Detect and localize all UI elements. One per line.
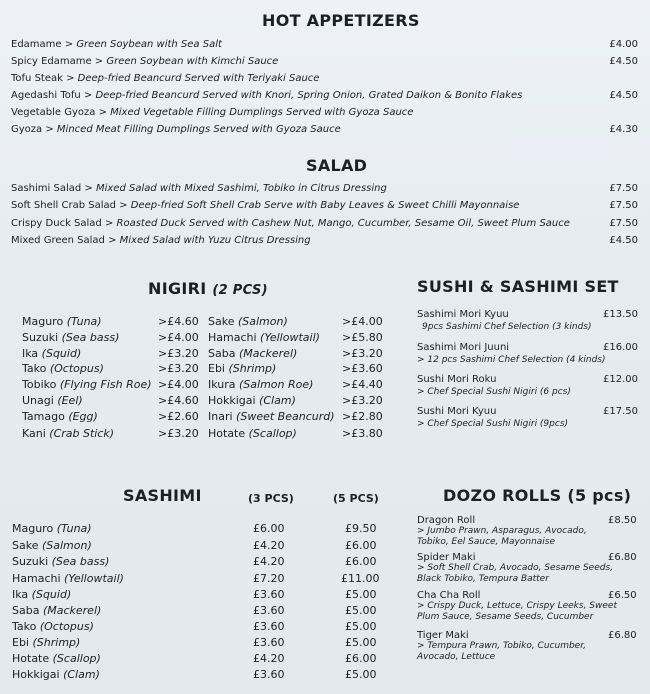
sushi-set-title: SUSHI & SASHIMI SET bbox=[417, 277, 619, 296]
sashimi-price-3: £3.60 bbox=[253, 636, 285, 649]
nigiri-item: Tako (Octopus) bbox=[22, 362, 104, 375]
roll-price: £6.80 bbox=[608, 630, 637, 641]
roll-name: Dragon Roll bbox=[417, 515, 476, 526]
roll-desc: > Tempura Prawn, Tobiko, Cucumber, Avocado, Lettuce bbox=[417, 641, 586, 662]
nigiri-item: Ikura (Salmon Roe) bbox=[208, 378, 314, 391]
nigiri-item: Maguro (Tuna) bbox=[22, 315, 102, 328]
item-name: Soft Shell Crab Salad bbox=[11, 200, 116, 211]
menu-item: Vegetable Gyoza > Mixed Vegetable Filling Dumplings Served with Gyoza Sauce bbox=[11, 107, 414, 118]
nigiri-item: Unagi (Eel) bbox=[22, 394, 83, 407]
item-desc: Mixed Vegetable Filling Dumplings Served with Gyoza Sauce bbox=[110, 107, 414, 118]
nigiri-price: >£4.00 bbox=[158, 331, 199, 344]
nigiri-price: >£3.20 bbox=[158, 347, 199, 360]
roll-name: Spider Maki bbox=[417, 552, 476, 563]
item-price: £7.50 bbox=[609, 200, 638, 211]
dozo-rolls-title: DOZO ROLLS (5 pcs) bbox=[443, 486, 632, 505]
item-desc: Green Soybean with Kimchi Sauce bbox=[106, 56, 279, 67]
sashimi-item: Hotate (Scallop) bbox=[12, 652, 101, 665]
nigiri-item: Hotate (Scallop) bbox=[208, 427, 297, 440]
nigiri-item: Hokkigai (Clam) bbox=[208, 394, 296, 407]
item-desc: Mixed Salad with Yuzu Citrus Dressing bbox=[119, 235, 311, 246]
roll-desc: > Crispy Duck, Lettuce, Crispy Leeks, Sweet Plum Sauce, Sesame Seeds, Cucumber bbox=[417, 601, 617, 622]
set-item-price: £17.50 bbox=[603, 406, 638, 417]
nigiri-item: Ebi (Shrimp) bbox=[208, 362, 277, 375]
menu-item: Soft Shell Crab Salad > Deep-fried Soft Shell Crab Serve with Baby Leaves & Sweet Chilli Mayonnaise bbox=[11, 200, 520, 211]
set-item-desc: > 12 pcs Sashimi Chef Selection (4 kinds) bbox=[417, 355, 606, 365]
item-name: Vegetable Gyoza bbox=[11, 107, 96, 118]
sashimi-price-5: £6.00 bbox=[345, 652, 377, 665]
nigiri-price: >£3.20 bbox=[342, 394, 383, 407]
menu-item: Agedashi Tofu > Deep-fried Beancurd Served with Knori, Spring Onion, Grated Daikon & Bonito Flakes bbox=[11, 90, 523, 101]
item-price: £4.50 bbox=[609, 56, 638, 67]
item-name: Sashimi Salad bbox=[11, 183, 82, 194]
item-price: £4.30 bbox=[609, 124, 638, 135]
sashimi-price-3: £3.60 bbox=[253, 620, 285, 633]
nigiri-price: >£2.60 bbox=[158, 410, 199, 423]
sashimi-price-5: £5.00 bbox=[345, 620, 377, 633]
sashimi-price-3: £3.60 bbox=[253, 604, 285, 617]
nigiri-price: >£4.60 bbox=[158, 315, 199, 328]
sashimi-item: Suzuki (Sea bass) bbox=[12, 555, 110, 568]
nigiri-item: Tobiko (Flying Fish Roe) bbox=[22, 378, 152, 391]
sashimi-col-5pcs: (5 PCS) bbox=[333, 492, 379, 505]
nigiri-price: >£4.00 bbox=[158, 378, 199, 391]
nigiri-item: Suzuki (Sea bass) bbox=[22, 331, 120, 344]
set-item-name: Sashimi Mori Juuni bbox=[417, 342, 510, 353]
set-item-price: £16.00 bbox=[603, 342, 638, 353]
nigiri-item: Saba (Mackerel) bbox=[208, 347, 298, 360]
sashimi-item: Ika (Squid) bbox=[12, 588, 72, 601]
sashimi-price-3: £4.20 bbox=[253, 652, 285, 665]
item-name: Gyoza bbox=[11, 124, 43, 135]
item-desc: Deep-fried Soft Shell Crab Serve with Baby Leaves & Sweet Chilli Mayonnaise bbox=[130, 200, 520, 211]
item-price: £4.50 bbox=[609, 235, 638, 246]
nigiri-price: >£4.60 bbox=[158, 394, 199, 407]
roll-price: £6.50 bbox=[608, 590, 637, 601]
sashimi-price-5: £5.00 bbox=[345, 668, 377, 681]
item-price: £7.50 bbox=[609, 183, 638, 194]
salad-title: SALAD bbox=[306, 156, 368, 175]
nigiri-price: >£5.80 bbox=[342, 331, 383, 344]
sashimi-price-3: £4.20 bbox=[253, 555, 285, 568]
sashimi-price-3: £4.20 bbox=[253, 539, 285, 552]
menu-item: Tofu Steak > Deep-fried Beancurd Served with Teriyaki Sauce bbox=[11, 73, 320, 84]
menu-item: Mixed Green Salad > Mixed Salad with Yuzu Citrus Dressing bbox=[11, 235, 311, 246]
sashimi-price-5: £6.00 bbox=[345, 539, 377, 552]
item-price: £4.00 bbox=[609, 39, 638, 50]
nigiri-item: Hamachi (Yellowtail) bbox=[208, 331, 320, 344]
item-name: Agedashi Tofu bbox=[11, 90, 81, 101]
nigiri-price: >£3.20 bbox=[342, 347, 383, 360]
sashimi-price-3: £3.60 bbox=[253, 668, 285, 681]
set-item-name: Sashimi Mori Kyuu bbox=[417, 309, 509, 320]
menu-item: Sashimi Salad > Mixed Salad with Mixed Sashimi, Tobiko in Citrus Dressing bbox=[11, 183, 387, 194]
set-item-name: Sushi Mori Roku bbox=[417, 374, 497, 385]
menu-item: Edamame > Green Soybean with Sea Salt bbox=[11, 39, 222, 50]
roll-desc: > Jumbo Prawn, Asparagus, Avocado, Tobiko, Eel Sauce, Mayonnaise bbox=[417, 526, 587, 547]
nigiri-price: >£3.60 bbox=[342, 362, 383, 375]
sashimi-item: Hamachi (Yellowtail) bbox=[12, 572, 124, 585]
sashimi-price-3: £7.20 bbox=[253, 572, 285, 585]
roll-price: £8.50 bbox=[608, 515, 637, 526]
sashimi-item: Saba (Mackerel) bbox=[12, 604, 102, 617]
item-name: Tofu Steak bbox=[11, 73, 63, 84]
sashimi-price-5: £9.50 bbox=[345, 522, 377, 535]
nigiri-title bbox=[148, 279, 268, 298]
sashimi-price-5: £6.00 bbox=[345, 555, 377, 568]
menu-item: Gyoza > Minced Meat Filling Dumplings Served with Gyoza Sauce bbox=[11, 124, 341, 135]
roll-name: Cha Cha Roll bbox=[417, 590, 481, 601]
roll-price: £6.80 bbox=[608, 552, 637, 563]
nigiri-item: Tamago (Egg) bbox=[22, 410, 98, 423]
item-name: Edamame bbox=[11, 39, 62, 50]
roll-name: Tiger Maki bbox=[417, 630, 469, 641]
nigiri-price: >£3.80 bbox=[342, 427, 383, 440]
nigiri-item: Kani (Crab Stick) bbox=[22, 427, 115, 440]
sashimi-item: Ebi (Shrimp) bbox=[12, 636, 81, 649]
item-price: £7.50 bbox=[609, 218, 638, 229]
menu-item: Crispy Duck Salad > Roasted Duck Served with Cashew Nut, Mango, Cucumber, Sesame Oil, Sweet Plum Sauce bbox=[11, 218, 570, 229]
sashimi-col-3pcs: (3 PCS) bbox=[248, 492, 294, 505]
nigiri-item: Inari (Sweet Beancurd) bbox=[208, 410, 335, 423]
nigiri-price: >£2.80 bbox=[342, 410, 383, 423]
item-name: Mixed Green Salad bbox=[11, 235, 105, 246]
item-desc: Mixed Salad with Mixed Sashimi, Tobiko in Citrus Dressing bbox=[95, 183, 387, 194]
sashimi-price-5: £5.00 bbox=[345, 588, 377, 601]
item-desc: Minced Meat Filling Dumplings Served with Gyoza Sauce bbox=[56, 124, 341, 135]
item-desc: Green Soybean with Sea Salt bbox=[76, 39, 222, 50]
menu-item: Spicy Edamame > Green Soybean with Kimchi Sauce bbox=[11, 56, 279, 67]
sashimi-item: Maguro (Tuna) bbox=[12, 522, 92, 535]
nigiri-item: Ika (Squid) bbox=[22, 347, 82, 360]
item-desc: Deep-fried Beancurd Served with Knori, Spring Onion, Grated Daikon & Bonito Flakes bbox=[95, 90, 523, 101]
sashimi-price-5: £5.00 bbox=[345, 636, 377, 649]
sashimi-price-3: £3.60 bbox=[253, 588, 285, 601]
item-desc: Deep-fried Beancurd Served with Teriyaki Sauce bbox=[77, 73, 320, 84]
item-desc: Roasted Duck Served with Cashew Nut, Mango, Cucumber, Sesame Oil, Sweet Plum Sauce bbox=[116, 218, 570, 229]
nigiri-item: Sake (Salmon) bbox=[208, 315, 288, 328]
set-item-price: £13.50 bbox=[603, 309, 638, 320]
item-price: £4.50 bbox=[609, 90, 638, 101]
sashimi-item: Sake (Salmon) bbox=[12, 539, 92, 552]
hot-appetizers-title: HOT APPETIZERS bbox=[262, 11, 420, 30]
sashimi-price-5: £11.00 bbox=[341, 572, 380, 585]
sashimi-price-5: £5.00 bbox=[345, 604, 377, 617]
roll-desc: > Soft Shell Crab, Avocado, Sesame Seeds, Black Tobiko, Tempura Batter bbox=[417, 563, 613, 584]
set-item-desc: > Chef Special Sushi Nigiri (6 pcs) bbox=[417, 387, 571, 397]
nigiri-price: >£3.20 bbox=[158, 427, 199, 440]
sashimi-title: SASHIMI bbox=[123, 486, 202, 505]
nigiri-qty: (2 PCS) bbox=[212, 283, 268, 298]
set-item-name: Sushi Mori Kyuu bbox=[417, 406, 497, 417]
item-name: Spicy Edamame bbox=[11, 56, 92, 67]
item-name: Crispy Duck Salad bbox=[11, 218, 102, 229]
nigiri-price: >£3.20 bbox=[158, 362, 199, 375]
set-item-desc: 9pcs Sashimi Chef Selection (3 kinds) bbox=[422, 322, 592, 332]
nigiri-price: >£4.00 bbox=[342, 315, 383, 328]
sashimi-price-3: £6.00 bbox=[253, 522, 285, 535]
sashimi-item: Hokkigai (Clam) bbox=[12, 668, 100, 681]
set-item-desc: > Chef Special Sushi Nigiri (9pcs) bbox=[417, 419, 569, 429]
nigiri-price: >£4.40 bbox=[342, 378, 383, 391]
nigiri-title-text: NIGIRI bbox=[148, 279, 207, 298]
set-item-price: £12.00 bbox=[603, 374, 638, 385]
sashimi-item: Tako (Octopus) bbox=[12, 620, 94, 633]
